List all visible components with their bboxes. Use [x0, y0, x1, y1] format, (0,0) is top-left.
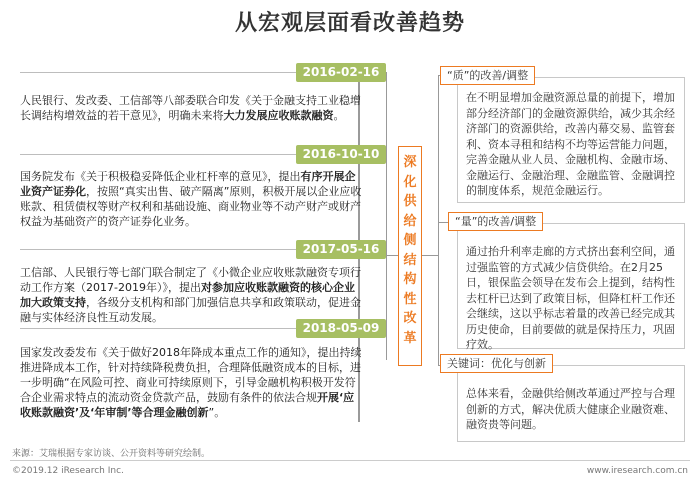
timeline-date: 2018-05-09: [296, 319, 386, 338]
highlight-text: 大力发展应收账款融资: [223, 109, 334, 122]
quality-tag: “质”的改善/调整: [440, 66, 535, 85]
source-note: 来源：艾瑞根据专家访谈、公开资料等研究绘制。: [12, 449, 211, 459]
box-text: 总体来看，金融供给侧改革通过严控与合理创新的方式，解决优质大健康企业融资难、融资贵等问题。: [466, 387, 675, 431]
timeline-date: 2017-05-16: [296, 240, 386, 259]
timeline-divider: [20, 249, 300, 250]
highlight-text: 开展‘应收账款融资’及‘年审制’等合理金融创新: [20, 391, 355, 419]
box-text: 通过抬升利率走廊的方式挤出套利空间，通过强监管的方式减少信贷供给。在2月25日，银保监会领导在发布会上提到，结构性去杠杆已达到了政策目标，但降杠杆工作还会继续，这以乎标志着量的改善已经完成其历史使命，目前要做的就是保持压力，巩固疗效。: [466, 245, 675, 351]
body-text: 工信部、人民银行等七部门联合制定了《小微企业应收账款融资专项行动工作方案（2017-2019年）》，提出: [20, 266, 361, 294]
box-text: 在不明显增加金融资源总量的前提下，增加部分经济部门的金融资源供给，减少其余经济部门的资源供给，改善内幕交易、监管套利、资本寻租和结构不均等运营能力问题，完善金融从业人员、金融机构、金融市场、金融运行、金融治理、金融监管、金融调控的制度体系，规范金融运行。: [466, 91, 675, 197]
timeline-date: 2016-10-10: [296, 145, 386, 164]
body-text: 国家发改委发布《关于做好2018年降成本重点工作的通知》，提出持续推进降成本工作，针对持续降税费负担，合理降低融资成本的目标，进一步明确“在风险可控、商业可持续原则下，引导金融机构积极开发符合企业需求特点的流动资金贷款产品，鼓励有条件的依法合规: [20, 346, 362, 404]
timeline-text: [20, 169, 365, 229]
body-text: 。: [333, 109, 345, 122]
highlight-text: 对参加应收账款融资的核心企业加大政策支持: [20, 281, 355, 309]
timeline-date: 2016-02-16: [296, 63, 386, 82]
body-text: ，各级分支机构和部门加强信息共享和政策联动，促进金融与实体经济良性互动发展。: [20, 296, 361, 324]
timeline-divider: [20, 328, 300, 329]
body-text: 国务院发布《关于积极稳妥降低企业杠杆率的意见》，提出: [20, 170, 301, 183]
highlight-text: 有序开展企业资产证券化: [20, 170, 356, 198]
keyword-box: [457, 365, 685, 442]
connector-line: [386, 255, 398, 256]
timeline-divider: [20, 154, 300, 155]
connector-line: [386, 72, 387, 360]
timeline-text: [20, 345, 365, 420]
page-title: 从宏观层面看改善趋势: [234, 11, 465, 36]
quality-box: [457, 77, 685, 203]
policy-timeline: [20, 62, 380, 440]
timeline-text: [20, 265, 365, 325]
timeline-text: [20, 93, 365, 123]
keyword-tag: 关键词：优化与创新: [440, 354, 553, 373]
footer-divider: [10, 460, 690, 461]
center-theme-label: 深 化 供 给 侧 结 构 性 改 革: [403, 155, 417, 346]
body-text: 人民银行、发改委、工信部等八部委联合印发《关于金融支持工业稳增长调结构增效益的若干意见》，明确未来将: [20, 94, 361, 122]
timeline-divider: [20, 72, 300, 73]
center-theme-box: [398, 146, 422, 366]
connector-line: [420, 255, 438, 256]
body-text: ”。: [208, 406, 226, 419]
site-url: www.iresearch.com.cn: [586, 466, 688, 476]
quantity-box: [457, 223, 685, 349]
quantity-tag: “量”的改善/调整: [448, 212, 543, 231]
connector-line: [438, 75, 439, 365]
copyright: ©2019.12 iResearch Inc.: [12, 466, 124, 476]
body-text: ，按照“真实出售、破产隔离”原则，积极开展以企业应收账款、租赁债权等财产权利和基础设施、商业物业等不动产财产或财产权益为基础资产的资产证券化业务。: [20, 185, 362, 228]
